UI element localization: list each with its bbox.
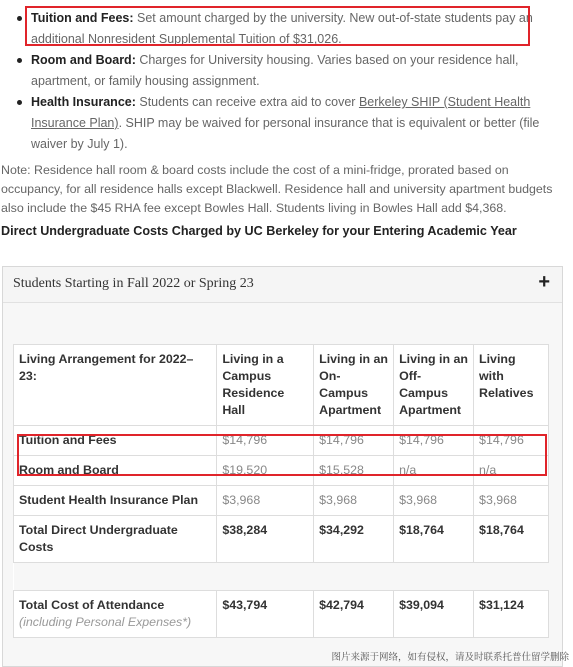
row-label: Room and Board bbox=[14, 456, 217, 486]
table-cell: $31,124 bbox=[474, 591, 549, 638]
table-cell: $3,968 bbox=[394, 486, 474, 516]
row-label: Total Cost of Attendance bbox=[19, 598, 165, 612]
table-row-total-direct bbox=[14, 516, 549, 563]
definition-health-after: . SHIP may be waived for personal insurance that is equivalent or better (file waiver by July 1). bbox=[31, 116, 540, 151]
table-header-row bbox=[14, 345, 549, 426]
accordion-title: Students Starting in Fall 2022 or Spring 23 bbox=[13, 276, 254, 291]
bullet-dot bbox=[17, 16, 22, 21]
column-header: Living with Relatives bbox=[474, 345, 549, 426]
table-cell: $15,528 bbox=[314, 456, 394, 486]
definition-tuition: Set amount charged by the university. New out-of-state students pay an additional Nonresident Supplemental Tuition of $31,026. bbox=[31, 11, 533, 46]
term-health-insurance: Health Insurance: bbox=[31, 95, 136, 109]
list-item-room-board bbox=[8, 50, 563, 92]
table-cell: $39,094 bbox=[394, 591, 474, 638]
table-cell: $38,284 bbox=[217, 516, 314, 563]
term-tuition: Tuition and Fees: bbox=[31, 11, 134, 25]
table-cell: $3,968 bbox=[217, 486, 314, 516]
row-label-attendance bbox=[14, 591, 217, 638]
table-cell: $14,796 bbox=[474, 426, 549, 456]
table-cell: $18,764 bbox=[394, 516, 474, 563]
table-cell: n/a bbox=[394, 456, 474, 486]
table-cell: $14,796 bbox=[217, 426, 314, 456]
bullet-dot bbox=[17, 58, 22, 63]
accordion-header[interactable] bbox=[3, 267, 562, 303]
table-cell: $18,764 bbox=[474, 516, 549, 563]
table-spacer bbox=[14, 563, 549, 591]
table-cell: $3,968 bbox=[474, 486, 549, 516]
table-cell: $43,794 bbox=[217, 591, 314, 638]
column-header: Living in a Campus Residence Hall bbox=[217, 345, 314, 426]
table-cell: n/a bbox=[474, 456, 549, 486]
column-header: Living in an Off-Campus Apartment bbox=[394, 345, 474, 426]
highlight-box-tuition-row bbox=[17, 434, 547, 476]
column-header: Living Arrangement for 2022–23: bbox=[14, 345, 217, 426]
expand-plus-icon[interactable]: + bbox=[538, 271, 550, 293]
watermark-text: 图片来源于网络，如有侵权，请及时联系托普仕留学删除 bbox=[331, 652, 569, 663]
section-heading: Direct Undergraduate Costs Charged by UC Berkeley for your Entering Academic Year bbox=[1, 224, 517, 238]
bullet-dot bbox=[17, 100, 22, 105]
definition-health-before: Students can receive extra aid to cover bbox=[135, 95, 359, 109]
residence-note: Note: Residence hall room & board costs include the cost of a mini-fridge, prorated based on occupancy, for all residence halls except Blackwell. Residence hall and university apartment budgets also include the $45 RHA fee except Bowles Hall. Students living in Bowles Hall add $4,368. bbox=[1, 163, 553, 215]
table-cell: $34,292 bbox=[314, 516, 394, 563]
table-row-total-attendance bbox=[14, 591, 549, 638]
spacer-cell bbox=[14, 563, 549, 591]
ship-link[interactable]: Berkeley SHIP (Student Health Insurance Plan) bbox=[31, 95, 531, 130]
term-room-board: Room and Board: bbox=[31, 53, 136, 67]
table-cell: $19,520 bbox=[217, 456, 314, 486]
list-item-health-insurance bbox=[8, 92, 563, 155]
definition-room-board: Charges for University housing. Varies based on your residence hall, apartment, or family housing assignment. bbox=[31, 53, 519, 88]
row-label: Total Direct Undergraduate Costs bbox=[14, 516, 217, 563]
table-row bbox=[14, 486, 549, 516]
row-sublabel: (including Personal Expenses*) bbox=[19, 615, 192, 629]
table-cell: $14,796 bbox=[394, 426, 474, 456]
highlight-box-tuition-definition bbox=[25, 6, 530, 46]
row-label: Student Health Insurance Plan bbox=[14, 486, 217, 516]
table-cell: $42,794 bbox=[314, 591, 394, 638]
column-header: Living in an On-Campus Apartment bbox=[314, 345, 394, 426]
table-cell: $14,796 bbox=[314, 426, 394, 456]
cost-table bbox=[13, 344, 549, 638]
row-label: Tuition and Fees bbox=[14, 426, 217, 456]
table-cell: $3,968 bbox=[314, 486, 394, 516]
